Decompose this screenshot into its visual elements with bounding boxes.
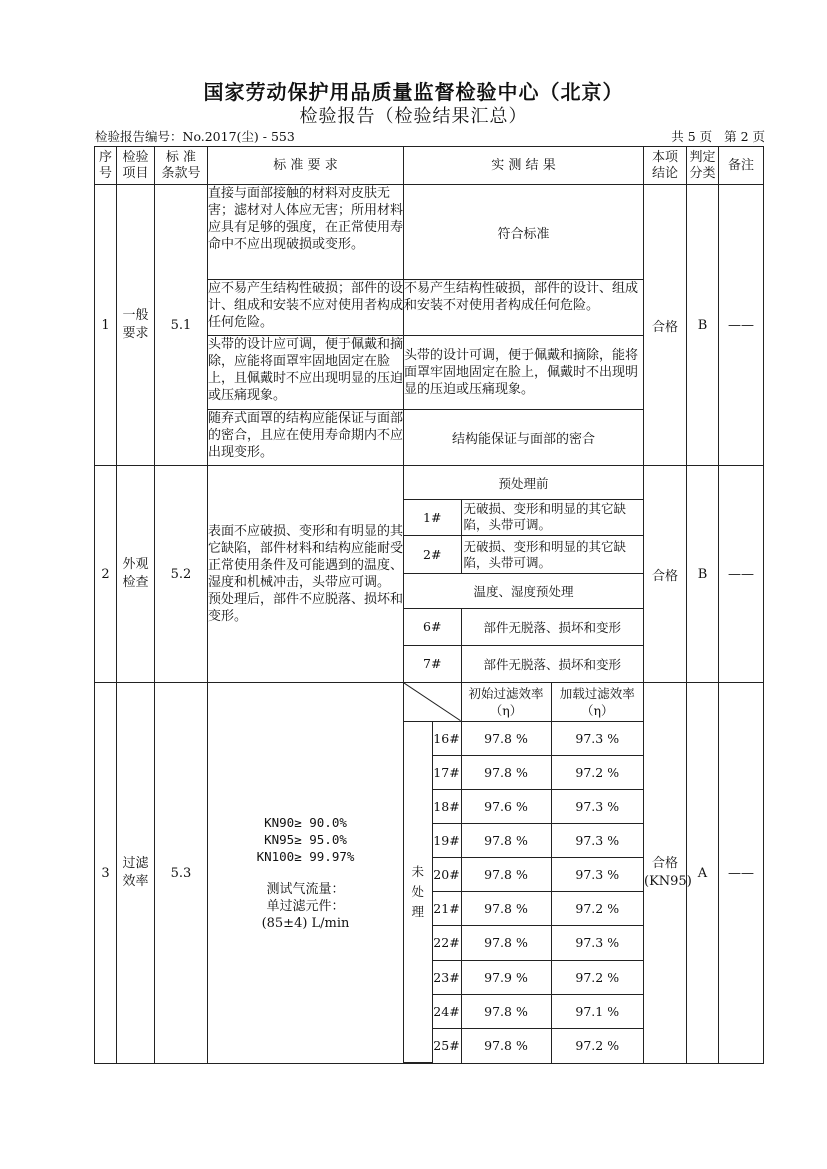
diagonal-line — [404, 683, 461, 721]
col-seq-l2: 号 — [98, 165, 112, 181]
sample-id: 20# — [432, 858, 461, 892]
row1-result-4: 结构能保证与面部的密合 — [404, 410, 644, 466]
col-conclusion-l2: 结论 — [651, 165, 678, 181]
row1-remark: —— — [719, 185, 764, 466]
post-title: 温度、湿度预处理 — [404, 574, 643, 609]
table-row — [404, 1028, 643, 1062]
row2-results — [404, 466, 644, 683]
sample-loaded: 97.2 % — [551, 755, 643, 789]
pre-text-2: 无破损、变形和明显的其它缺陷，头带可调。 — [461, 535, 643, 574]
sample-initial: 97.8 % — [461, 755, 551, 789]
pages-total: 共 5 页 — [671, 129, 713, 144]
row1-result-1: 符合标准 — [404, 185, 644, 280]
sample-id: 23# — [432, 960, 461, 994]
col-initial-l2: （η） — [489, 702, 523, 718]
sample-loaded: 97.3 % — [551, 721, 643, 755]
appearance-results — [404, 466, 643, 682]
row3-conclusion-l2: (KN95) — [644, 874, 692, 889]
report-number-value: No.2017(尘) - 553 — [182, 129, 295, 144]
table-row — [404, 789, 643, 823]
row3-req — [208, 683, 404, 1064]
table-row — [404, 755, 643, 789]
col-item-l1: 检验 — [122, 149, 149, 165]
list-item — [404, 609, 643, 646]
col-clause — [155, 147, 208, 185]
col-clause-l1: 标 准 — [165, 149, 197, 165]
sample-initial: 97.8 % — [461, 892, 551, 926]
sample-initial: 97.8 % — [461, 858, 551, 892]
sample-loaded: 97.3 % — [551, 824, 643, 858]
sample-loaded: 97.2 % — [551, 892, 643, 926]
row1-clause: 5.1 — [155, 185, 208, 466]
row2-item-l2: 检查 — [122, 575, 149, 590]
col-conclusion-l1: 本项 — [651, 149, 678, 165]
row3-conclusion — [644, 683, 692, 1064]
row3-clause: 5.3 — [155, 683, 208, 1064]
list-item — [404, 535, 643, 574]
table-row — [95, 466, 764, 683]
diagonal-header-cell — [404, 683, 461, 721]
sample-loaded: 97.3 % — [551, 789, 643, 823]
sample-loaded: 97.3 % — [551, 858, 643, 892]
row1-conclusion: 合格 — [644, 185, 687, 466]
sample-id: 24# — [432, 994, 461, 1028]
row1-req-2: 应不易产生结构性破损；部件的设计、组成和安装不应对使用者构成任何危险。 — [208, 280, 404, 336]
sample-loaded: 97.2 % — [551, 1028, 643, 1062]
pre-id-2: 2# — [404, 535, 461, 574]
pre-id-1: 1# — [404, 500, 461, 536]
sample-id: 19# — [432, 824, 461, 858]
list-item — [404, 500, 643, 536]
row1-class: B — [687, 185, 719, 466]
group-c1: 未 — [411, 863, 424, 879]
row2-clause: 5.2 — [155, 466, 208, 683]
table-row — [404, 721, 643, 755]
sample-loaded: 97.1 % — [551, 994, 643, 1028]
table-row — [404, 824, 643, 858]
row3-item-l2: 效率 — [122, 874, 149, 889]
col-seq — [95, 147, 117, 185]
table-row — [404, 892, 643, 926]
group-untreated — [404, 721, 432, 1062]
post-id-2: 7# — [404, 645, 461, 682]
req-kn90: KN90≥ 90.0% — [264, 815, 347, 830]
flow-value: (85±4) L/min — [261, 916, 350, 931]
col-clause-l2: 条款号 — [161, 165, 201, 181]
sample-id: 18# — [432, 789, 461, 823]
row2-remark: —— — [719, 466, 764, 683]
sample-initial: 97.8 % — [461, 994, 551, 1028]
sample-id: 16# — [432, 721, 461, 755]
list-item — [404, 645, 643, 682]
row2-seq: 2 — [95, 466, 117, 683]
col-result: 实 测 结 果 — [404, 147, 644, 185]
sample-id: 22# — [432, 926, 461, 960]
report-number — [95, 127, 295, 145]
table-row — [404, 960, 643, 994]
row2-item-l1: 外观 — [122, 557, 149, 572]
table-row — [404, 994, 643, 1028]
row2-class: B — [687, 466, 719, 683]
col-item — [117, 147, 155, 185]
pre-title: 预处理前 — [404, 466, 643, 500]
req-kn95: KN95≥ 95.0% — [264, 832, 347, 847]
post-text-2: 部件无脱落、损坏和变形 — [461, 645, 643, 682]
table-row — [404, 926, 643, 960]
table-row — [404, 858, 643, 892]
filtration-results — [404, 683, 643, 1063]
sample-initial: 97.9 % — [461, 960, 551, 994]
sample-initial: 97.8 % — [461, 926, 551, 960]
report-subtitle: 检验报告（检验结果汇总） — [299, 106, 528, 127]
row2-item — [117, 466, 155, 683]
row3-item — [117, 683, 155, 1064]
col-class — [687, 147, 719, 185]
row2-conclusion: 合格 — [644, 466, 687, 683]
results-table — [94, 146, 764, 1064]
col-seq-l1: 序 — [98, 149, 112, 165]
row1-req-3: 头带的设计应可调，便于佩戴和摘除，应能将面罩牢固地固定在脸上，且佩戴时不应出现明显的压迫或压痛现象。 — [208, 336, 404, 410]
row3-item-l1: 过滤 — [122, 856, 149, 871]
flow-element: 单过滤元件： — [266, 899, 345, 914]
post-id-1: 6# — [404, 609, 461, 646]
post-text-1: 部件无脱落、损坏和变形 — [461, 609, 643, 646]
report-title: 国家劳动保护用品质量监督检验中心（北京） — [203, 80, 624, 104]
row3-class: A — [687, 683, 719, 1064]
group-c2: 处 — [411, 883, 424, 899]
sample-id: 17# — [432, 755, 461, 789]
row2-req-p2: 预处理后，部件不应脱落、损坏和变形。 — [208, 592, 404, 624]
sample-initial: 97.8 % — [461, 824, 551, 858]
group-c3: 理 — [411, 903, 424, 919]
sample-loaded: 97.3 % — [551, 926, 643, 960]
col-loaded-l2: （η） — [581, 702, 614, 718]
col-loaded-efficiency — [551, 683, 643, 721]
table-row — [95, 683, 764, 1064]
row1-item-l1: 一般 — [122, 308, 149, 323]
req-kn100: KN100≥ 99.97% — [256, 849, 355, 864]
row1-req-4: 随弃式面罩的结构应能保证与面部的密合，且应在使用寿命期内不应出现变形。 — [208, 410, 404, 466]
col-initial-efficiency — [461, 683, 551, 721]
row1-seq: 1 — [95, 185, 117, 466]
col-item-l2: 项目 — [122, 165, 149, 181]
row1-item-l2: 要求 — [122, 326, 149, 341]
page-current: 第 2 页 — [724, 129, 765, 144]
pre-text-1: 无破损、变形和明显的其它缺陷，头带可调。 — [461, 500, 643, 536]
col-remark: 备注 — [719, 147, 764, 185]
col-class-l2: 分类 — [689, 165, 716, 181]
header-row — [95, 147, 764, 185]
row1-result-3: 头带的设计可调，便于佩戴和摘除，能将面罩牢固地固定在脸上，佩戴时不出现明显的压迫或压痛现象。 — [404, 336, 644, 410]
row2-req-p1: 表面不应破损、变形和有明显的其它缺陷，部件材料和结构应能耐受正常使用条件及可能遇到的温度、湿度和机械冲击，头带应可调。 — [208, 524, 404, 590]
sample-initial: 97.8 % — [461, 721, 551, 755]
row1-item — [117, 185, 155, 466]
col-class-l1: 判定 — [689, 149, 716, 165]
col-requirement: 标 准 要 求 — [208, 147, 404, 185]
table-row — [95, 185, 764, 280]
col-conclusion — [644, 147, 687, 185]
flow-label: 测试气流量： — [266, 882, 345, 897]
col-initial-l1: 初始过滤效率 — [468, 685, 544, 701]
row3-conclusion-l1: 合格 — [651, 856, 678, 871]
sample-initial: 97.8 % — [461, 1028, 551, 1062]
row3-seq: 3 — [95, 683, 117, 1064]
sample-loaded: 97.2 % — [551, 960, 643, 994]
col-loaded-l1: 加载过滤效率 — [559, 685, 635, 701]
sample-id: 25# — [432, 1028, 461, 1062]
row1-result-2: 不易产生结构性破损，部件的设计、组成和安装不对使用者构成任何危险。 — [404, 280, 644, 336]
sample-id: 21# — [432, 892, 461, 926]
report-number-label: 检验报告编号： — [95, 129, 183, 144]
row2-req — [208, 466, 404, 683]
row1-req-1: 直接与面部接触的材料对皮肤无害；滤材对人体应无害；所用材料应具有足够的强度，在正常使用寿命中不应出现破损或变形。 — [208, 185, 404, 280]
row3-results — [404, 683, 644, 1064]
sample-initial: 97.6 % — [461, 789, 551, 823]
page-indicator — [671, 127, 765, 145]
row3-remark: —— — [719, 683, 764, 1064]
